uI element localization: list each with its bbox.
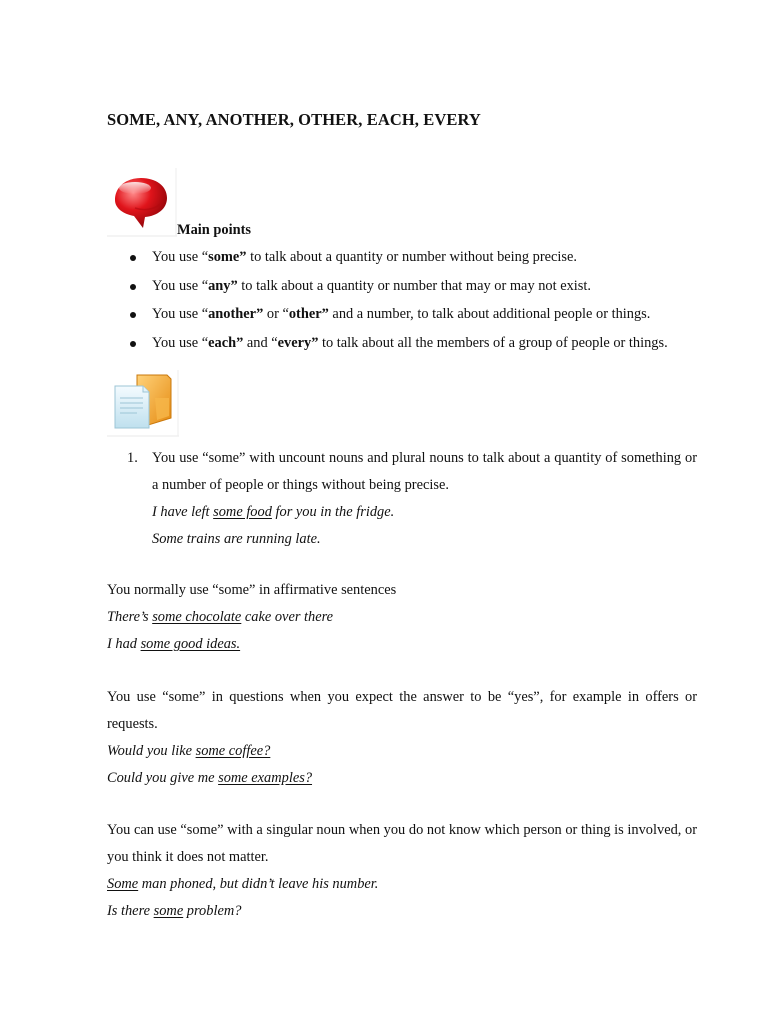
- list-number: 1.: [127, 450, 138, 466]
- section-1: [107, 445, 697, 553]
- example-sentence: Is there some problem?: [107, 903, 242, 919]
- page-title: SOME, ANY, ANOTHER, OTHER, EACH, EVERY: [107, 110, 481, 129]
- example-sentence: I have left some food for you in the fridge.: [152, 504, 395, 520]
- example-sentence: Would you like some coffee?: [107, 743, 271, 759]
- example-sentence: Some trains are running late.: [152, 531, 321, 547]
- questions-section: [107, 684, 697, 792]
- list-item: You use “any” to talk about a quantity or number that may or may not exist.: [107, 278, 707, 307]
- list-item: You use “each” and “every” to talk about all the members of a group of people or things.: [107, 335, 707, 364]
- documents-icon: [107, 370, 179, 438]
- rule-text: You normally use “some” in affirmative sentences: [107, 582, 397, 598]
- rule-text: You can use “some” with a singular noun when you do not know which person or thing is involved, or you think it does not matter.: [107, 822, 697, 865]
- example-sentence: There’s some chocolate cake over there: [107, 609, 334, 625]
- singular-section: [107, 817, 697, 925]
- rule-text: You use “some” in questions when you expect the answer to be “yes”, for example in offers or requests.: [107, 689, 697, 732]
- bullet-icon: [130, 312, 136, 318]
- bullet-icon: [130, 255, 136, 261]
- list-item: You use “some” to talk about a quantity or number without being precise.: [107, 249, 707, 278]
- example-sentence: Some man phoned, but didn’t leave his number.: [107, 876, 379, 892]
- affirmative-section: [107, 577, 697, 658]
- example-sentence: Could you give me some examples?: [107, 770, 313, 786]
- main-points-label: Main points: [177, 222, 251, 238]
- bullet-icon: [130, 284, 136, 290]
- section-1-text: You use “some” with uncount nouns and plural nouns to talk about a quantity of something or a number of people or things without being precise.: [152, 450, 697, 493]
- bullet-icon: [130, 341, 136, 347]
- speech-bubble-icon: [107, 168, 177, 238]
- list-item: You use “another” or “other” and a number, to talk about additional people or things.: [107, 306, 707, 335]
- example-sentence: I had some good ideas.: [107, 636, 241, 652]
- main-points-list: [107, 249, 707, 364]
